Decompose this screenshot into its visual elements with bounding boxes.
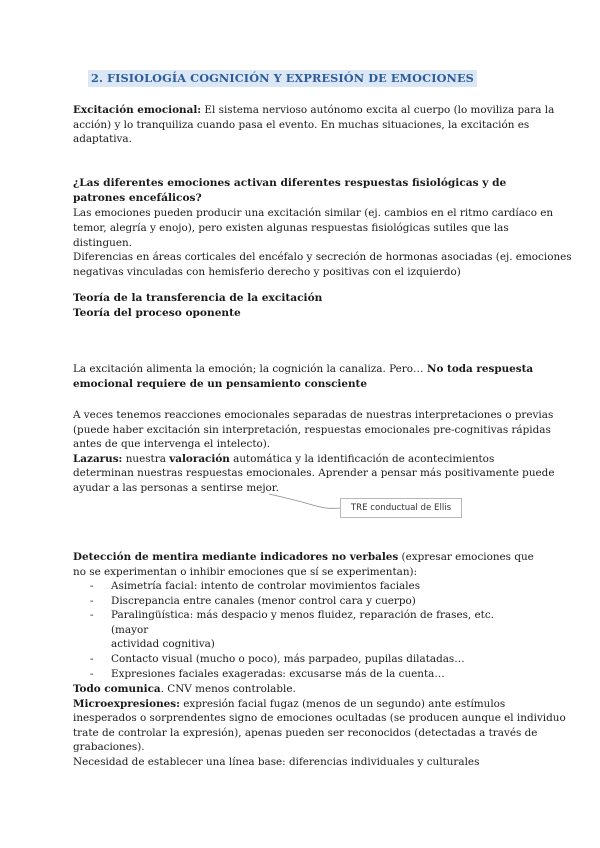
mentira-title: Detección de mentira mediante indicadores no verbales bbox=[73, 551, 399, 563]
list-item: - Expresiones faciales exageradas: excusarse más de la cuenta… bbox=[90, 667, 445, 680]
excitacion-label: Excitación emocional: bbox=[73, 104, 202, 116]
microexpresiones-label: Microexpresiones: bbox=[73, 697, 180, 710]
lazarus-label: Lazarus: bbox=[73, 452, 123, 465]
excitacion-paragraph: Excitación emocional: El sistema nervioso autónomo excita al cuerpo (lo moviliza para la acción) y lo tranquiliza cuando pasa el evento. En muchas situaciones, la excitación es adaptativa. bbox=[73, 104, 555, 146]
mentira-paragraph: Detección de mentira mediante indicadores no verbales (expresar emociones que no se experimentan o inhibir emociones que sí se experimentan): bbox=[73, 551, 534, 578]
callout-connector bbox=[265, 488, 345, 514]
theories-block bbox=[73, 291, 531, 321]
aveces-paragraph: A veces tenemos reacciones emocionales separadas de nuestras interpretaciones o previas (puede haber excitación sin interpretación, respuestas emocionales pre-cognitivas rápidas antes de que intervenga el intelecto). Lazarus: nuestra valoración automática y la identificación de acontecimientos determinan nuestras respuestas emocionales. Aprender a pensar más positivamente puede ayudar a las personas a sentirse mejor. bbox=[73, 409, 555, 494]
list-item: - Paralingüística: más despacio y menos fluidez, reparación de frases, etc. (mayor actividad cognitiva) bbox=[90, 609, 494, 651]
theory-proceso-oponente: Teoría del proceso oponente bbox=[73, 307, 241, 320]
list-item: - Contacto visual (mucho o poco), más parpadeo, pupilas dilatadas… bbox=[90, 652, 465, 665]
theory-transferencia: Teoría de la transferencia de la excitación bbox=[73, 292, 323, 304]
cognition-paragraph: La excitación alimenta la emoción; la cognición la canaliza. Pero… No toda respuesta emocional requiere de un pensamiento consciente bbox=[73, 363, 534, 390]
section-heading: 2. FISIOLOGÍA COGNICIÓN Y EXPRESIÓN DE EMOCIONES bbox=[88, 70, 477, 87]
list-item: - Asimetría facial: intento de controlar movimientos faciales bbox=[90, 580, 421, 592]
microexpresiones-paragraph: Todo comunica. CNV menos controlable. Microexpresiones: expresión facial fugaz (menos de un segundo) ante estímulos inesperados o sorprendentes signo de emociones ocultadas (se producen aunque el individuo trate de controlar la expresión), apenas pueden ser reconocidos (detectadas a través de grabaciones). Necesidad de establecer una línea base: diferencias individuales y culturales bbox=[73, 683, 566, 768]
comment-callout: TRE conductual de Ellis bbox=[340, 498, 462, 518]
indicator-list bbox=[73, 579, 533, 681]
todo-comunica: Todo comunica bbox=[73, 683, 161, 695]
question-paragraph: ¿Las diferentes emociones activan diferentes respuestas fisiológicas y de patrones encefálicos? Las emociones pueden producir una excitación similar (ej. cambios en el ritmo cardíaco en temor, alegría y enojo), pero existen algunas respuestas fisiológicas sutiles que las distinguen. Diferencias en áreas corticales del encéfalo y secreción de hormonas asociadas (ej. emociones negativas vinculadas con hemisferio derecho y positivas con el izquierdo) bbox=[73, 177, 572, 278]
list-item: - Discrepancia entre canales (menor control cara y cuerpo) bbox=[90, 594, 416, 607]
question-title: ¿Las diferentes emociones activan diferentes respuestas fisiológicas y de bbox=[73, 177, 507, 189]
